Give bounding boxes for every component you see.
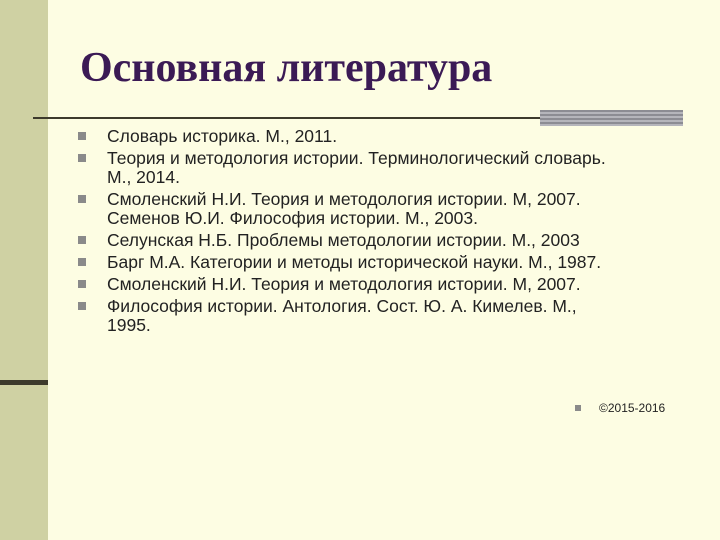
- footer-copyright: [575, 401, 665, 415]
- list-item-text: Философия истории. Антология. Сост. Ю. А. Кимелев. М.,: [107, 296, 577, 316]
- list-item-text: Селунская Н.Б. Проблемы методологии истории. М., 2003: [107, 230, 580, 250]
- list-item: [78, 149, 698, 187]
- list-item: [78, 127, 698, 146]
- square-bullet-icon: [78, 195, 86, 203]
- square-bullet-icon: [78, 280, 86, 288]
- list-item-text: Теория и методология истории. Терминологический словарь.: [107, 148, 606, 168]
- slide-title: Основная литература: [80, 45, 493, 91]
- list-item: [78, 275, 698, 294]
- list-item-text: Смоленский Н.И. Теория и методология истории. М, 2007.: [107, 274, 581, 294]
- title-divider-block: [540, 110, 683, 126]
- copyright-text: ©2015-2016: [599, 401, 666, 415]
- list-item-text: М., 2014.: [107, 167, 180, 187]
- literature-list: [78, 127, 698, 338]
- square-bullet-icon: [78, 236, 86, 244]
- square-bullet-icon: [78, 154, 86, 162]
- list-item-text: 1995.: [107, 315, 151, 335]
- list-item: [78, 231, 698, 250]
- square-bullet-icon: [78, 302, 86, 310]
- square-bullet-icon: [78, 258, 86, 266]
- list-item: [78, 190, 698, 228]
- list-item-text: Семенов Ю.И. Философия истории. М., 2003.: [107, 208, 478, 228]
- left-decorative-band: [0, 0, 48, 540]
- list-item-text: Словарь историка. М., 2011.: [107, 126, 338, 146]
- list-item: [78, 297, 698, 335]
- list-item-text: Барг М.А. Категории и методы исторической науки. М., 1987.: [107, 252, 602, 272]
- square-bullet-icon: [78, 132, 86, 140]
- left-band-accent: [0, 380, 48, 385]
- list-item-text: Смоленский Н.И. Теория и методология истории. М, 2007.: [107, 189, 581, 209]
- list-item: [78, 253, 698, 272]
- square-bullet-icon: [575, 405, 581, 411]
